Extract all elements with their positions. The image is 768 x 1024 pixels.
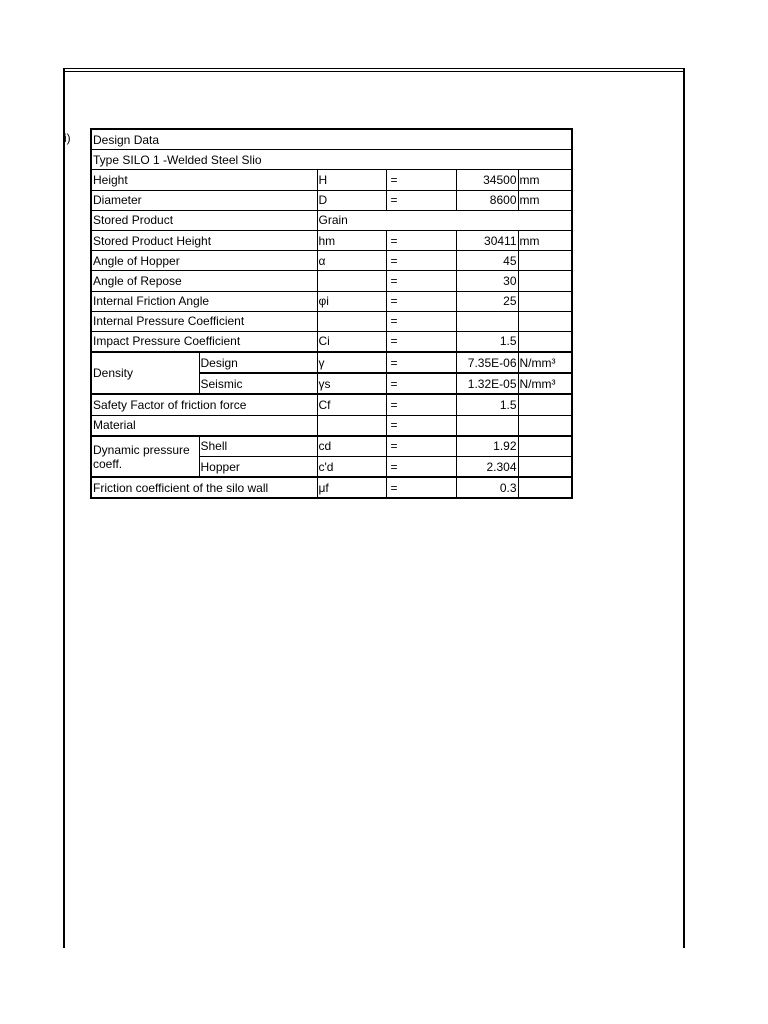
angle-hopper-value: 45 — [456, 251, 518, 271]
dynamic-hopper-eq: = — [386, 457, 456, 478]
safety-factor-eq: = — [386, 394, 456, 415]
height-value: 34500 — [456, 170, 518, 190]
height-label: Height — [91, 170, 317, 190]
internal-pressure-eq: = — [386, 311, 456, 331]
safety-factor-label: Safety Factor of friction force — [91, 394, 317, 415]
dynamic-shell-eq: = — [386, 436, 456, 457]
table-row — [91, 210, 572, 230]
impact-pressure-symbol: Ci — [317, 331, 386, 352]
stored-product-height-label: Stored Product Height — [91, 230, 317, 250]
density-seismic-unit: N/mm³ — [518, 373, 572, 394]
material-value — [456, 415, 518, 436]
internal-friction-eq: = — [386, 291, 456, 311]
angle-hopper-symbol: α — [317, 251, 386, 271]
dynamic-shell-value: 1.92 — [456, 436, 518, 457]
impact-pressure-value: 1.5 — [456, 331, 518, 352]
density-design-value: 7.35E-06 — [456, 352, 518, 373]
internal-pressure-symbol — [317, 311, 386, 331]
material-label: Material — [91, 415, 317, 436]
internal-pressure-unit — [518, 311, 572, 331]
density-seismic-symbol: γs — [317, 373, 386, 394]
angle-repose-unit — [518, 271, 572, 291]
table-row — [91, 415, 572, 436]
density-design-eq: = — [386, 352, 456, 373]
angle-hopper-unit — [518, 251, 572, 271]
material-unit — [518, 415, 572, 436]
table-row — [91, 190, 572, 210]
internal-pressure-value — [456, 311, 518, 331]
diameter-label: Diameter — [91, 190, 317, 210]
safety-factor-unit — [518, 394, 572, 415]
stored-product-height-eq: = — [386, 230, 456, 250]
dynamic-shell-unit — [518, 436, 572, 457]
diameter-eq: = — [386, 190, 456, 210]
page-frame-top-inner — [63, 71, 685, 72]
friction-coeff-value: 0.3 — [456, 477, 518, 498]
density-design-symbol: γ — [317, 352, 386, 373]
table-row — [91, 230, 572, 250]
table-row — [91, 129, 572, 150]
angle-hopper-eq: = — [386, 251, 456, 271]
internal-friction-symbol: φi — [317, 291, 386, 311]
angle-repose-value: 30 — [456, 271, 518, 291]
angle-hopper-label: Angle of Hopper — [91, 251, 317, 271]
safety-factor-symbol: Cf — [317, 394, 386, 415]
page-frame-right — [683, 68, 685, 948]
section-label: i) — [64, 131, 71, 145]
dynamic-pressure-label: Dynamic pressure coeff. — [91, 436, 199, 477]
page-frame-top — [63, 68, 685, 69]
internal-friction-label: Internal Friction Angle — [91, 291, 317, 311]
density-design-unit: N/mm³ — [518, 352, 572, 373]
impact-pressure-label: Impact Pressure Coefficient — [91, 331, 317, 352]
angle-repose-symbol — [317, 271, 386, 291]
height-unit: mm — [518, 170, 572, 190]
table-row — [91, 394, 572, 415]
design-data-table — [90, 128, 573, 499]
dynamic-shell-sub: Shell — [199, 436, 317, 457]
table-row — [91, 251, 572, 271]
diameter-value: 8600 — [456, 190, 518, 210]
height-eq: = — [386, 170, 456, 190]
friction-coeff-label: Friction coefficient of the silo wall — [91, 477, 317, 498]
dynamic-hopper-unit — [518, 457, 572, 478]
density-seismic-sub: Seismic — [199, 373, 317, 394]
stored-product-height-value: 30411 — [456, 230, 518, 250]
angle-repose-label: Angle of Repose — [91, 271, 317, 291]
dynamic-hopper-symbol: c'd — [317, 457, 386, 478]
dynamic-hopper-sub: Hopper — [199, 457, 317, 478]
table-row — [91, 331, 572, 352]
material-eq: = — [386, 415, 456, 436]
angle-repose-eq: = — [386, 271, 456, 291]
impact-pressure-unit — [518, 331, 572, 352]
friction-coeff-symbol: μf — [317, 477, 386, 498]
density-label: Density — [91, 352, 199, 394]
table-row — [91, 352, 572, 373]
table-subtitle: Type SILO 1 -Welded Steel Slio — [91, 150, 572, 170]
table-row — [91, 170, 572, 190]
safety-factor-value: 1.5 — [456, 394, 518, 415]
dynamic-hopper-value: 2.304 — [456, 457, 518, 478]
table-row — [91, 477, 572, 498]
table-row — [91, 311, 572, 331]
stored-product-value: Grain — [317, 210, 572, 230]
density-seismic-value: 1.32E-05 — [456, 373, 518, 394]
stored-product-height-unit: mm — [518, 230, 572, 250]
density-design-sub: Design — [199, 352, 317, 373]
internal-friction-unit — [518, 291, 572, 311]
diameter-symbol: D — [317, 190, 386, 210]
height-symbol: H — [317, 170, 386, 190]
table-row — [91, 271, 572, 291]
material-symbol — [317, 415, 386, 436]
internal-friction-value: 25 — [456, 291, 518, 311]
stored-product-label: Stored Product — [91, 210, 317, 230]
diameter-unit: mm — [518, 190, 572, 210]
friction-coeff-unit — [518, 477, 572, 498]
stored-product-height-symbol: hm — [317, 230, 386, 250]
friction-coeff-eq: = — [386, 477, 456, 498]
internal-pressure-label: Internal Pressure Coefficient — [91, 311, 317, 331]
dynamic-shell-symbol: cd — [317, 436, 386, 457]
table-row — [91, 150, 572, 170]
density-seismic-eq: = — [386, 373, 456, 394]
impact-pressure-eq: = — [386, 331, 456, 352]
page-frame-left — [63, 68, 65, 948]
table-row — [91, 436, 572, 457]
table-title: Design Data — [91, 129, 572, 150]
table-row — [91, 291, 572, 311]
